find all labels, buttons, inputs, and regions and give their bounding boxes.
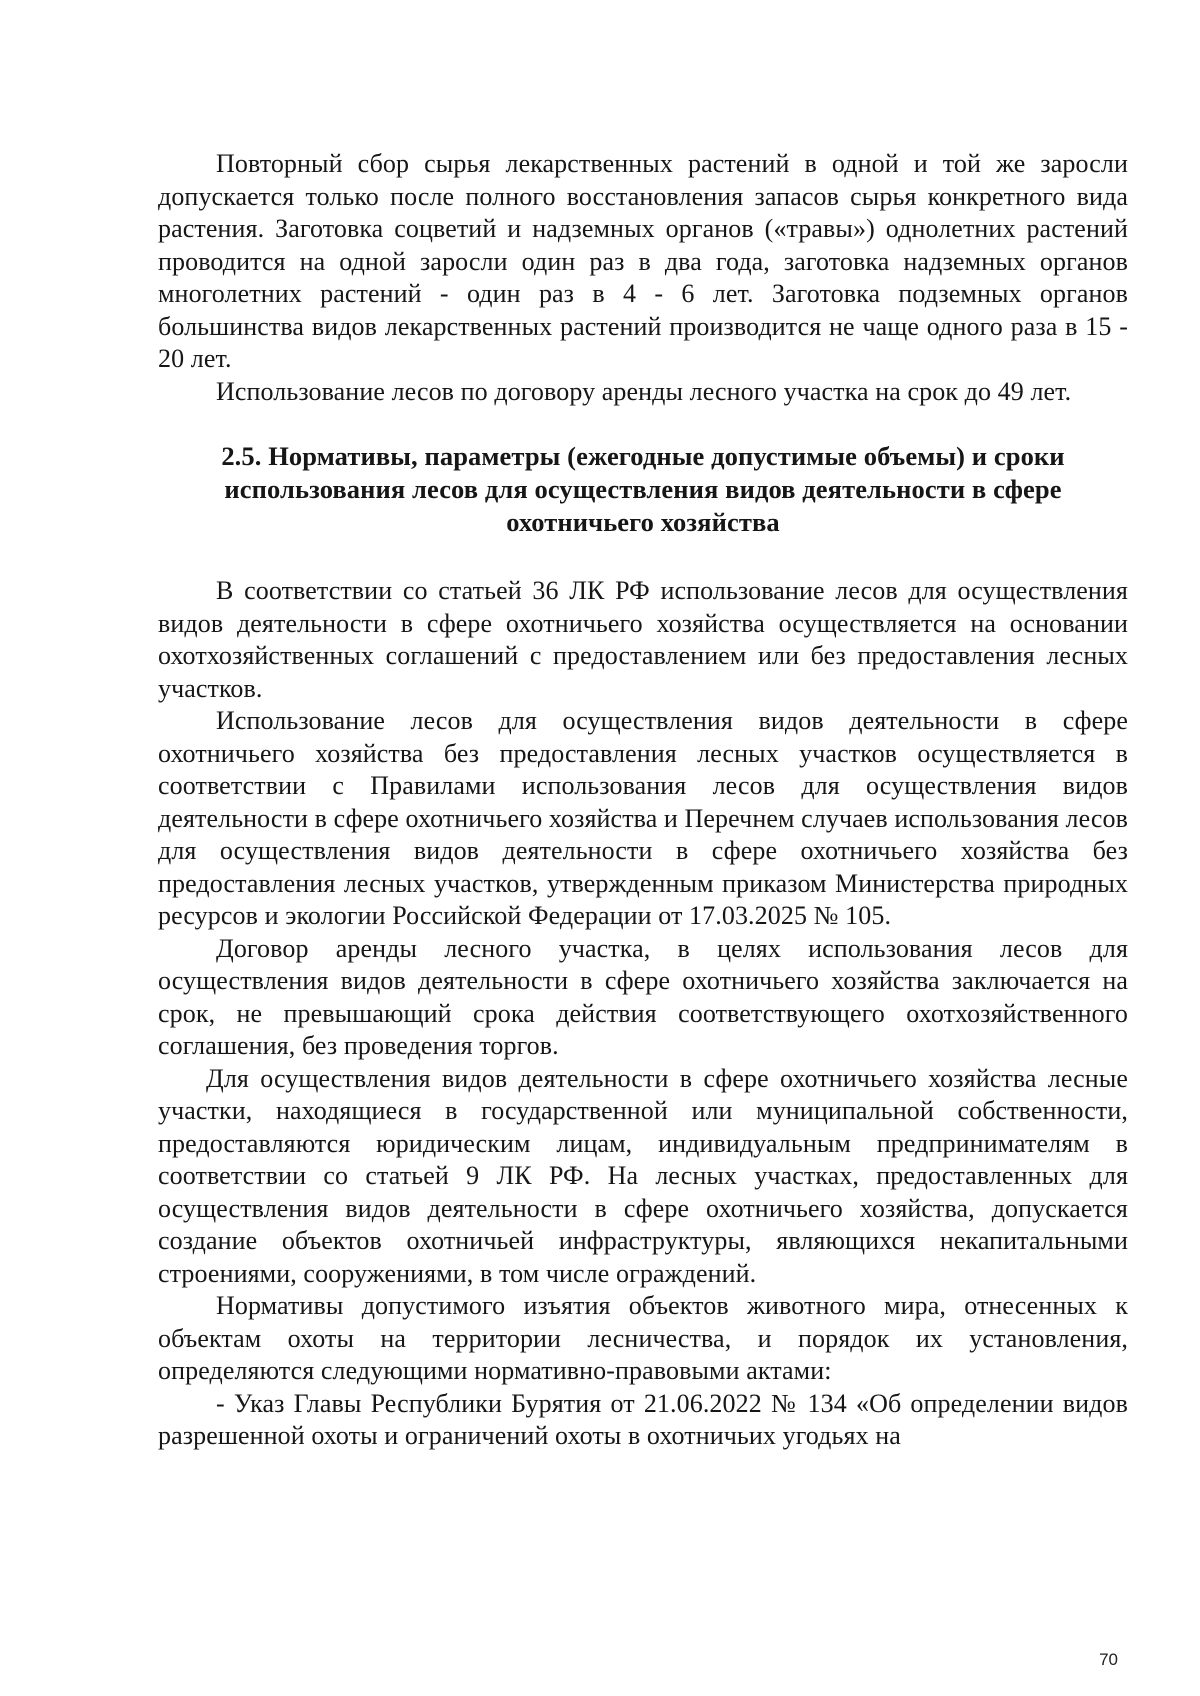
paragraph-decree: - Указ Главы Республики Бурятия от 21.06.2022 № 134 «Об определении видов разрешенной охоты и ограничений охоты в охотничьих угодьях на [158, 1388, 1128, 1450]
paragraph-plots-provision: Для осуществления видов деятельности в сфере охотничьего хозяйства лесные участки, находящиеся в государственной или муниципальной собственности, предоставляются юридическим лицам, индивидуальным предпринимателям в соответствии со статьей 9 ЛК РФ. На лесных участках, предоставленных для осуществления видов деятельности в сфере охотничьего хозяйства, допускается создание объектов охотничьей инфраструктуры, являющихся некапитальными строениями, сооружениями, в том числе ограждений. [158, 1063, 1128, 1288]
paragraph-article-36: В соответствии со статьей 36 ЛК РФ использование лесов для осуществления видов деятельности в сфере охотничьего хозяйства осуществляется на основании охотхозяйственных соглашений с предоставлением или без предоставления лесных участков. [158, 576, 1128, 703]
page-number: 70 [1099, 1650, 1118, 1669]
paragraph-repeat-harvest: Повторный сбор сырья лекарственных растений в одной и той же заросли допускается только после полного восстановления запасов сырья конкретного вида растения. Заготовка соцветий и надземных органов («травы») однолетних растений проводится на одной заросли один раз в два года, заготовка надземных органов многолетних растений - один раз в 4 - 6 лет. Заготовка подземных органов большинства видов лекарственных растений производится не чаще одного раза в 15 - 20 лет. [158, 149, 1128, 373]
paragraph-withdrawal-norms: Нормативы допустимого изъятия объектов животного мира, отнесенных к объектам охоты на территории лесничества, и порядок их установления, определяются следующими нормативно-правовыми актами: [158, 1291, 1128, 1385]
document-page [158, 148, 1128, 1453]
section-heading: 2.5. Нормативы, параметры (ежегодные допустимые объемы) и сроки использования лесов для осуществления видов деятельности в сфере охотничьего хозяйства [221, 441, 1065, 537]
paragraph-lease-term: Использование лесов по договору аренды лесного участка на срок до 49 лет. [216, 376, 1072, 406]
paragraph-lease-agreement: Договор аренды лесного участка, в целях использования лесов для осуществления видов деятельности в сфере охотничьего хозяйства заключается на срок, не превышающий срока действия соответствующего охотхозяйственного соглашения, без проведения торгов. [158, 933, 1128, 1060]
paragraph-without-plots: Использование лесов для осуществления видов деятельности в сфере охотничьего хозяйства без предоставления лесных участков осуществляется в соответствии с Правилами использования лесов для осуществления видов деятельности в сфере охотничьего хозяйства и Перечнем случаев использования лесов для осуществления видов деятельности в сфере охотничьего хозяйства без предоставления лесных участков, утвержденным приказом Министерства природных ресурсов и экологии Российской Федерации от 17.03.2025 № 105. [158, 706, 1128, 930]
